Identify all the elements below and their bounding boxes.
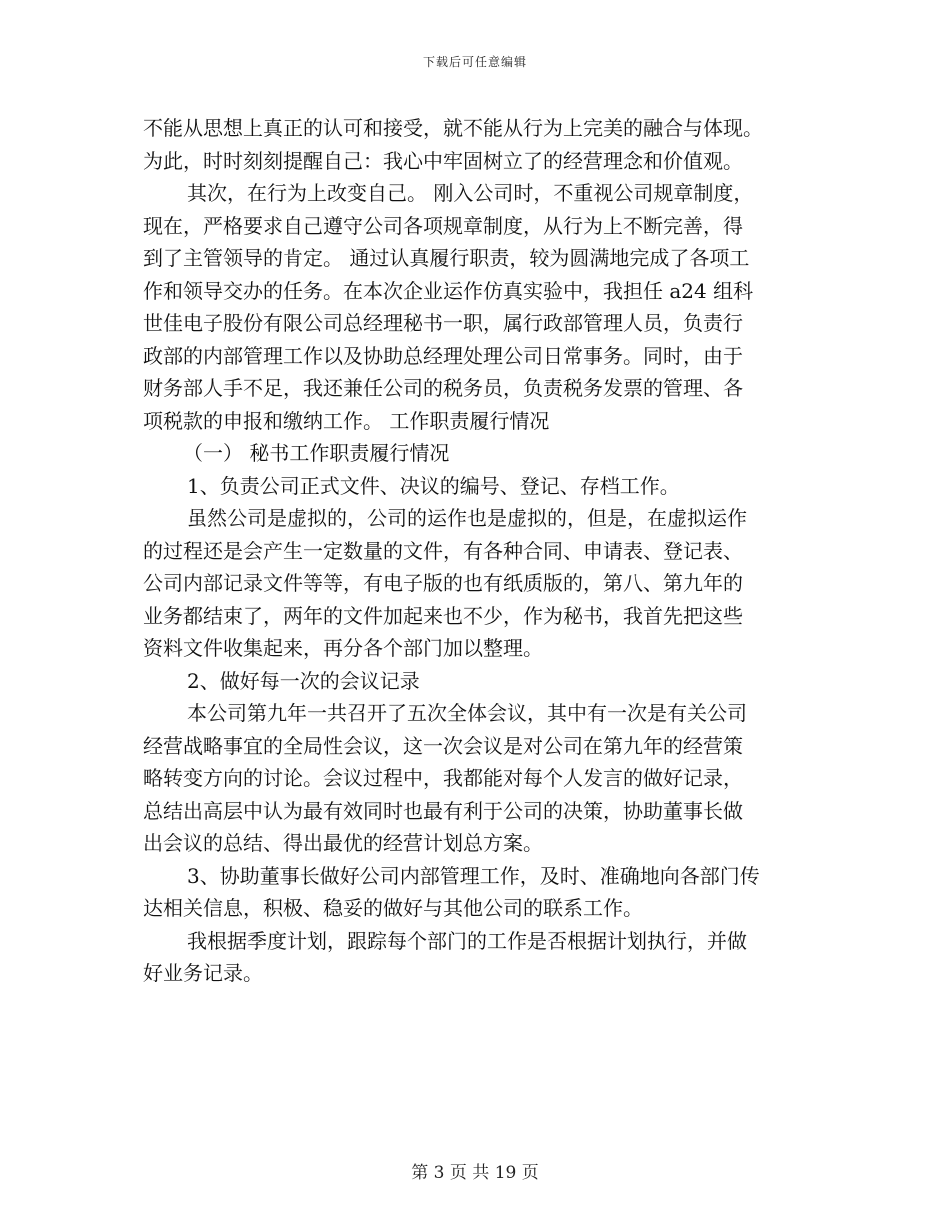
text-line: 不能从思想上真正的认可和接受，就不能从行为上完美的融合与体现。 <box>143 116 763 140</box>
text-line: 作和领导交办的任务。在本次企业运作仿真实验中，我担任 a24 组科 <box>143 278 754 303</box>
text-line: 我根据季度计划，跟踪每个部门的工作是否根据计划执行，并做 <box>187 928 747 953</box>
text-line: 世佳电子股份有限公司总经理秘书一职，属行政部管理人员，负责行 <box>143 311 743 335</box>
page-footer: 第 3 页 共 19 页 <box>411 1163 539 1183</box>
section-heading: （一） 秘书工作职责履行情况 <box>183 441 450 465</box>
list-item-heading: 3、协助董事长做好公司内部管理工作，及时、准确地向各部门传 <box>187 863 760 888</box>
text-line: 到了主管领导的肯定。 通过认真履行职责，较为圆满地完成了各项工 <box>143 246 750 270</box>
body-text <box>143 112 807 990</box>
text-line: 公司内部记录文件等等，有电子版的也有纸质版的，第八、第九年的 <box>143 571 743 595</box>
list-item-heading: 1、负责公司正式文件、决议的编号、登记、存档工作。 <box>187 473 680 498</box>
text-line: 政部的内部管理工作以及协助总经理处理公司日常事务。同时，由于 <box>143 343 743 368</box>
text-line: 本公司第九年一共召开了五次全体会议，其中有一次是有关公司 <box>187 701 747 725</box>
text-line: 资料文件收集起来，再分各个部门加以整理。 <box>143 636 543 660</box>
text-line: 现在，严格要求自己遵守公司各项规章制度，从行为上不断完善，得 <box>143 213 743 238</box>
text-line: 虽然公司是虚拟的，公司的运作也是虚拟的，但是，在虚拟运作 <box>187 506 747 530</box>
text-line: 财务部人手不足，我还兼任公司的税务员，负责税务发票的管理、各 <box>143 376 743 400</box>
text-line: 项税款的申报和缴纳工作。 工作职责履行情况 <box>143 408 550 433</box>
text-line: 业务都结束了，两年的文件加起来也不少，作为秘书，我首先把这些 <box>143 603 743 628</box>
text-line: 达相关信息，积极、稳妥的做好与其他公司的联系工作。 <box>143 896 643 920</box>
text-line: 其次，在行为上改变自己。 刚入公司时，不重视公司规章制度， <box>187 181 754 205</box>
text-line: 总结出高层中认为最有效同时也最有利于公司的决策，协助董事长做 <box>143 798 743 823</box>
text-line: 出会议的总结、得出最优的经营计划总方案。 <box>143 831 543 855</box>
text-line: 的过程还是会产生一定数量的文件，有各种合同、申请表、登记表、 <box>143 538 743 563</box>
list-item-heading: 2、做好每一次的会议记录 <box>187 668 420 693</box>
text-line: 为此，时时刻刻提醒自己：我心中牢固树立了的经营理念和价值观。 <box>143 148 743 173</box>
text-line: 略转变方向的讨论。会议过程中，我都能对每个人发言的做好记录， <box>143 766 743 790</box>
page-header: 下载后可任意编辑 <box>422 55 527 69</box>
text-line: 经营战略事宜的全局性会议，这一次会议是对公司在第九年的经营策 <box>143 733 743 758</box>
text-line: 好业务记录。 <box>143 961 263 985</box>
